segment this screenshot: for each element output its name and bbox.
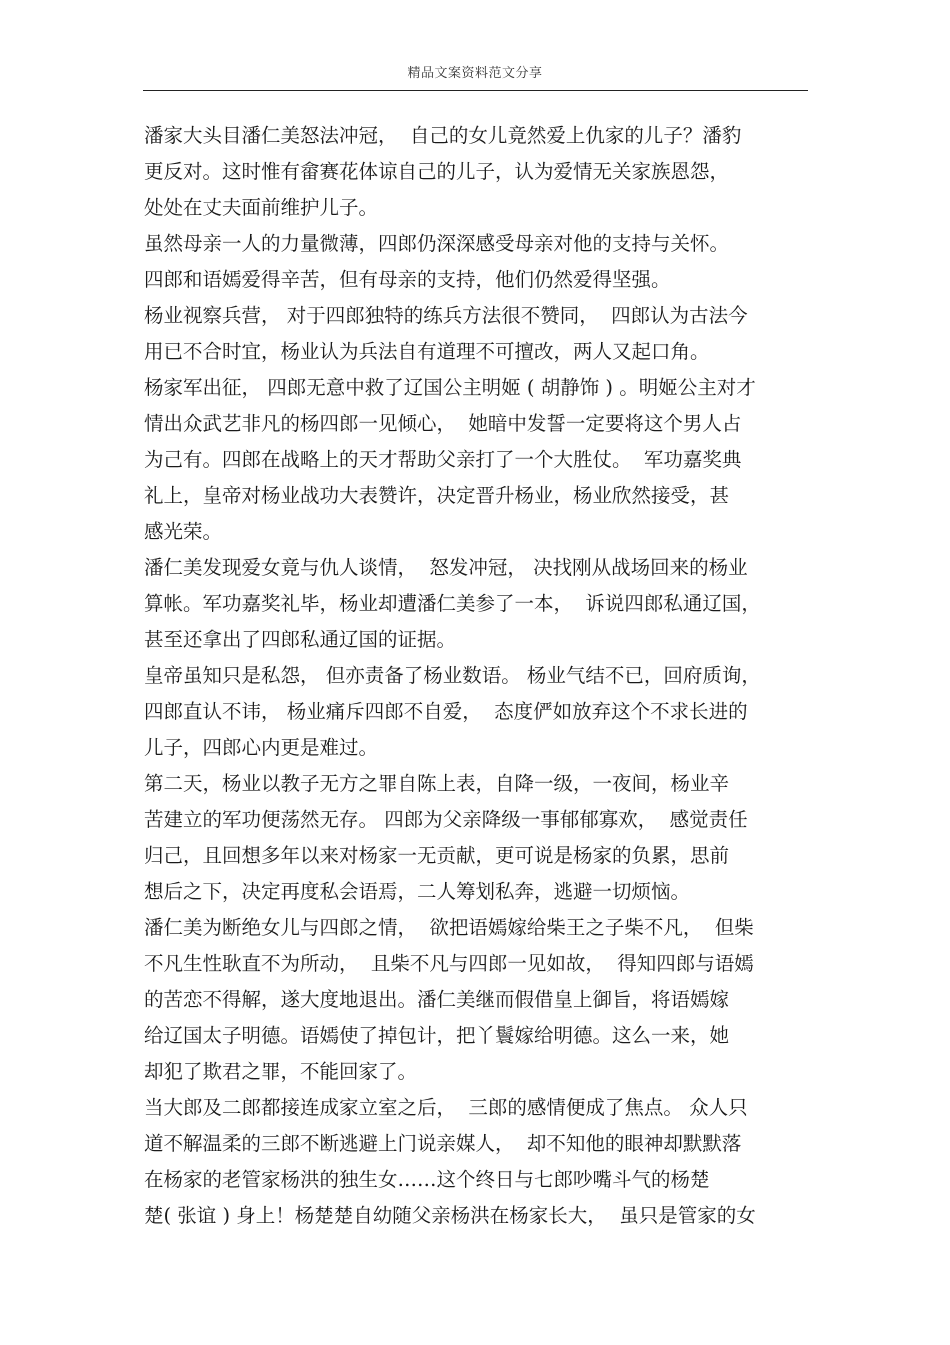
text-line: 杨业视察兵营， 对于四郎独特的练兵方法很不赞同， 四郎认为古法今 [144,304,748,327]
text-line: 想后之下，决定再度私会语焉，二人筹划私奔，逃避一切烦恼。 [144,880,691,903]
text-line: 虽然母亲一人的力量微薄，四郎仍深深感受母亲对他的支持与关怀。 [144,232,730,255]
text-line: 皇帝虽知只是私怨， 但亦责备了杨业数语。 杨业气结不已，回府质询， [144,664,761,687]
text-line: 儿子，四郎心内更是难过。 [144,736,379,759]
text-line: 情出众武艺非凡的杨四郎一见倾心， 她暗中发誓一定要将这个男人占 [144,412,742,435]
text-line: 苦建立的军功便荡然无存。 四郎为父亲降级一事郁郁寡欢， 感觉责任 [144,808,748,831]
text-line: 算帐。军功嘉奖礼毕，杨业却遭潘仁美参了一本， 诉说四郎私通辽国， [144,592,761,615]
text-line: 四郎和语嫣爱得辛苦，但有母亲的支持，他们仍然爱得坚强。 [144,268,671,291]
text-line: 在杨家的老管家杨洪的独生女……这个终日与七郎吵嘴斗气的杨楚 [144,1168,710,1191]
text-line: 当大郎及二郎都接连成家立室之后， 三郎的感情便成了焦点。 众人只 [144,1096,748,1119]
text-line: 为己有。四郎在战略上的天才帮助父亲打了一个大胜仗。 军功嘉奖典 [144,448,742,471]
text-line: 第二天，杨业以教子无方之罪自陈上表，自降一级，一夜间，杨业辛 [144,772,730,795]
text-line: 的苦恋不得解，遂大度地退出。潘仁美继而假借皇上御旨，将语嫣嫁 [144,988,730,1011]
text-line: 不凡生性耿直不为所动， 且柴不凡与四郎一见如故， 得知四郎与语嫣 [144,952,754,975]
text-line: 给辽国太子明德。语嫣使了掉包计，把丫鬟嫁给明德。这么一来，她 [144,1024,730,1047]
text-line: 礼上，皇帝对杨业战功大表赞许，决定晋升杨业，杨业欣然接受，甚 [144,484,730,507]
text-line: 甚至还拿出了四郎私通辽国的证据。 [144,628,457,651]
text-line: 潘家大头目潘仁美怒法冲冠， 自己的女儿竟然爱上仇家的儿子？潘豹 [144,124,742,147]
text-line: 更反对。这时惟有畲赛花体谅自己的儿子，认为爱情无关家族恩怨， [144,160,730,183]
text-line: 处处在丈夫面前维护儿子。 [144,196,379,219]
text-line: 却犯了欺君之罪，不能回家了。 [144,1060,418,1083]
page-header: 精品文案资料范文分享 [407,66,543,81]
text-line: 用已不合时宜，杨业认为兵法自有道理不可擅改，两人又起口角。 [144,340,710,363]
text-line: 归己，且回想多年以来对杨家一无贡献，更可说是杨家的负累，思前 [144,844,730,867]
text-line: 感光荣。 [144,520,223,543]
text-line: 潘仁美为断绝女儿与四郎之情， 欲把语嫣嫁给柴王之子柴不凡， 但柴 [144,916,754,939]
header-divider [143,90,808,91]
document-body [144,118,814,1234]
text-line: 四郎直认不讳， 杨业痛斥四郎不自爱， 态度俨如放弃这个不求长进的 [144,700,748,723]
text-line: 楚( 张谊 ) 身上！杨楚楚自幼随父亲杨洪在杨家长大， 虽只是管家的女 [144,1204,756,1227]
text-line: 杨家军出征， 四郎无意中救了辽国公主明姬 ( 胡静饰 ) 。明姬公主对才 [144,376,756,399]
text-line: 道不解温柔的三郎不断逃避上门说亲媒人， 却不知他的眼神却默默落 [144,1132,742,1155]
text-line: 潘仁美发现爱女竟与仇人谈情， 怒发冲冠， 决找刚从战场回来的杨业 [144,556,748,579]
